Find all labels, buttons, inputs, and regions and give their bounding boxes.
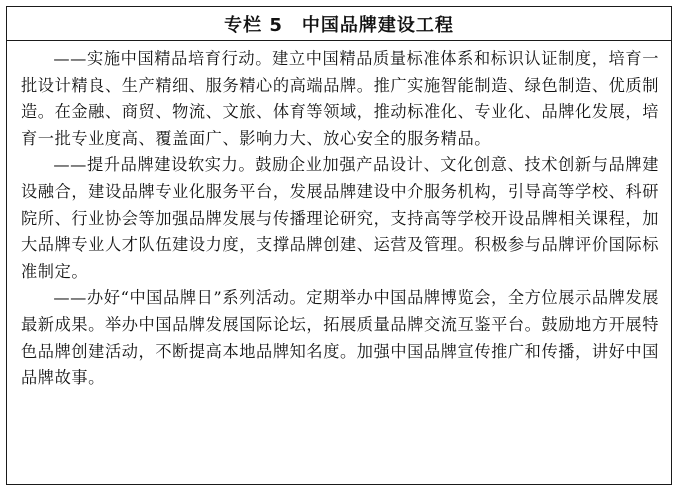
box-content [7, 41, 671, 392]
paragraph-quality-cultivation: ——实施中国精品培育行动。建立中国精品质量标准体系和标识认证制度，培育一批设计精良、生产精细、服务精心的高端品牌。推广实施智能制造、绿色制造、优质制造。在金融、商贸、物流、文旅、体育等领域，推动标准化、专业化、品牌化发展，培育一批专业度高、覆盖面广、影响力大、放心安全的服务精品。 [21, 49, 659, 148]
title-bar [7, 7, 671, 41]
box-title: 专栏 5 中国品牌建设工程 [224, 14, 454, 36]
paragraph-china-brand-day: ——办好“中国品牌日”系列活动。定期举办中国品牌博览会，全方位展示品牌发展最新成果。举办中国品牌发展国际论坛，拓展质量品牌交流互鉴平台。鼓励地方开展特色品牌创建活动，不断提高本地品牌知名度。加强中国品牌宣传推广和传播，讲好中国品牌故事。 [21, 288, 659, 388]
feature-box [6, 6, 672, 485]
paragraph-brand-soft-power: ——提升品牌建设软实力。鼓励企业加强产品设计、文化创意、技术创新与品牌建设融合，建设品牌专业化服务平台，发展品牌建设中介服务机构，引导高等学校、科研院所、行业协会等加强品牌发展与传播理论研究，支持高等学校开设品牌相关课程，加大品牌专业人才队伍建设力度，支撑品牌创建、运营及管理。积极参与品牌评价国际标准制定。 [21, 155, 659, 281]
